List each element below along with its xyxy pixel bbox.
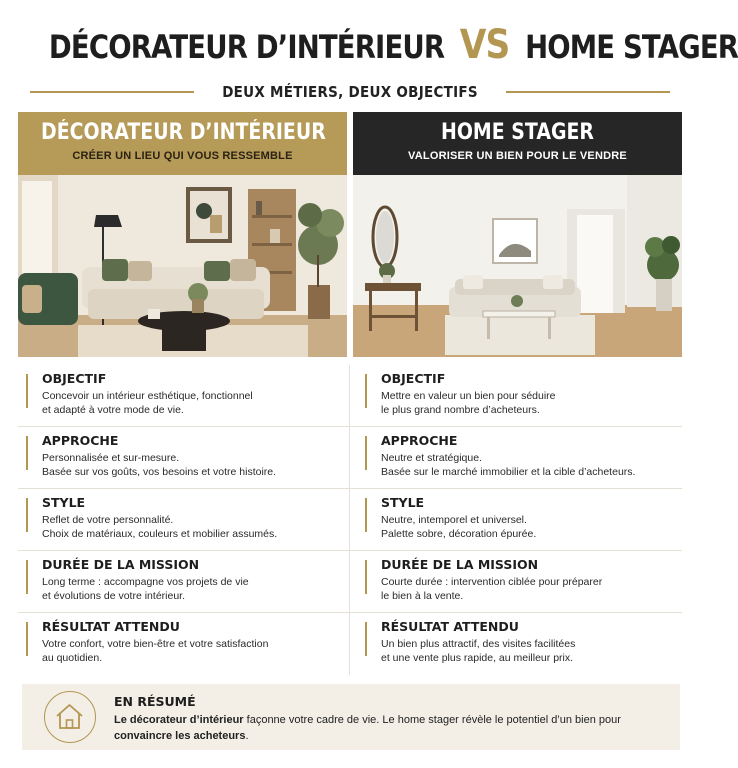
cell-line: Reflet de votre personnalité.: [42, 514, 174, 526]
cell-line: Basée sur le marché immobilier et la cible d’acheteurs.: [381, 466, 636, 478]
summary-text-part: révèle le potentiel d’un bien pour: [458, 714, 621, 726]
column-tagline-decorateur: CRÉER UN LIEU QUI VOUS RESSEMBLE: [72, 150, 293, 162]
subtitle: DEUX MÉTIERS, DEUX OBJECTIFS: [222, 83, 478, 101]
cell-line: Concevoir un intérieur esthétique, fonctionnel: [42, 390, 253, 402]
subtitle-row: [30, 80, 670, 104]
row-approche: [18, 427, 682, 489]
row-label: DURÉE DE LA MISSION: [381, 557, 539, 572]
cell-resultat-home-stager: [357, 619, 677, 665]
cell-line: Votre confort, votre bien-être et votre satisfaction: [42, 638, 269, 650]
cell-objectif-home-stager: [357, 371, 677, 417]
row-resultat: [18, 613, 682, 675]
title-left: DÉCORATEUR D’INTÉRIEUR: [48, 28, 445, 66]
summary-text-part: .: [245, 730, 249, 742]
title-vs: VS: [459, 22, 510, 68]
subtitle-line-right: [506, 91, 670, 93]
cell-line: Un bien plus attractif, des visites facilitées: [381, 638, 576, 650]
row-label: STYLE: [381, 495, 425, 510]
cell-line: et évolutions de votre intérieur.: [42, 590, 186, 602]
accent-bar: [365, 622, 367, 656]
accent-bar: [365, 436, 367, 470]
cell-approche-decorateur: [18, 433, 338, 479]
house-icon: [44, 691, 96, 743]
column-header-home-stager: [353, 112, 682, 175]
column-title-home-stager: HOME STAGER: [441, 120, 594, 145]
cell-line: Choix de matériaux, couleurs et mobilier assumés.: [42, 528, 278, 540]
cell-line: Courte durée : intervention ciblée pour préparer: [381, 576, 603, 588]
cell-line: et une vente plus rapide, au meilleur prix.: [381, 652, 574, 664]
summary-title: EN RÉSUMÉ: [114, 694, 196, 709]
cell-objectif-decorateur: [18, 371, 338, 417]
row-label: APPROCHE: [381, 433, 458, 448]
row-duree: [18, 551, 682, 613]
cell-line: le bien à la vente.: [381, 590, 464, 602]
row-label: DURÉE DE LA MISSION: [42, 557, 200, 572]
accent-bar: [26, 374, 28, 408]
row-label: RÉSULTAT ATTENDU: [42, 619, 180, 634]
row-label: OBJECTIF: [381, 371, 446, 386]
row-label: STYLE: [42, 495, 86, 510]
comparison-rows: [18, 365, 682, 675]
cell-duree-home-stager: [357, 557, 677, 603]
accent-bar: [365, 560, 367, 594]
summary-text: [114, 712, 674, 744]
cell-style-decorateur: [18, 495, 338, 541]
page-title: [48, 22, 738, 68]
accent-bar: [26, 560, 28, 594]
cell-line: le plus grand nombre d’acheteurs.: [381, 404, 540, 416]
cell-line: Palette sobre, décoration épurée.: [381, 528, 537, 540]
cell-approche-home-stager: [357, 433, 677, 479]
cell-line: Basée sur vos goûts, vos besoins et votre histoire.: [42, 466, 277, 478]
row-label: OBJECTIF: [42, 371, 107, 386]
photo-decorated-living-room: [18, 175, 347, 357]
row-style: [18, 489, 682, 551]
accent-bar: [365, 374, 367, 408]
accent-bar: [26, 436, 28, 470]
cell-line: Personnalisée et sur-mesure.: [42, 452, 180, 464]
accent-bar: [26, 622, 28, 656]
cell-line: Neutre et stratégique.: [381, 452, 482, 464]
cell-resultat-decorateur: [18, 619, 338, 665]
cell-line: Neutre, intemporel et universel.: [381, 514, 527, 526]
row-label: RÉSULTAT ATTENDU: [381, 619, 519, 634]
summary-box: [22, 684, 680, 750]
title-right: HOME STAGER: [525, 28, 738, 66]
cell-duree-decorateur: [18, 557, 338, 603]
row-objectif: [18, 365, 682, 427]
summary-bold-acheteurs: convaincre les acheteurs: [114, 730, 246, 742]
subtitle-line-left: [30, 91, 194, 93]
cell-line: au quotidien.: [42, 652, 103, 664]
row-label: APPROCHE: [42, 433, 119, 448]
summary-bold-decorateur: Le décorateur d’intérieur: [114, 714, 244, 726]
summary-text-part: façonne votre cadre de vie. Le: [243, 714, 398, 726]
cell-line: et adapté à votre mode de vie.: [42, 404, 184, 416]
photo-staged-living-room: [353, 175, 682, 357]
column-tagline-home-stager: VALORISER UN BIEN POUR LE VENDRE: [408, 150, 627, 162]
cell-line: Long terme : accompagne vos projets de vie: [42, 576, 249, 588]
cell-style-home-stager: [357, 495, 677, 541]
column-header-decorateur: [18, 112, 347, 175]
column-title-decorateur: DÉCORATEUR D’INTÉRIEUR: [41, 120, 326, 145]
cell-line: Mettre en valeur un bien pour séduire: [381, 390, 556, 402]
summary-text-part: home stager: [397, 714, 459, 726]
accent-bar: [26, 498, 28, 532]
accent-bar: [365, 498, 367, 532]
